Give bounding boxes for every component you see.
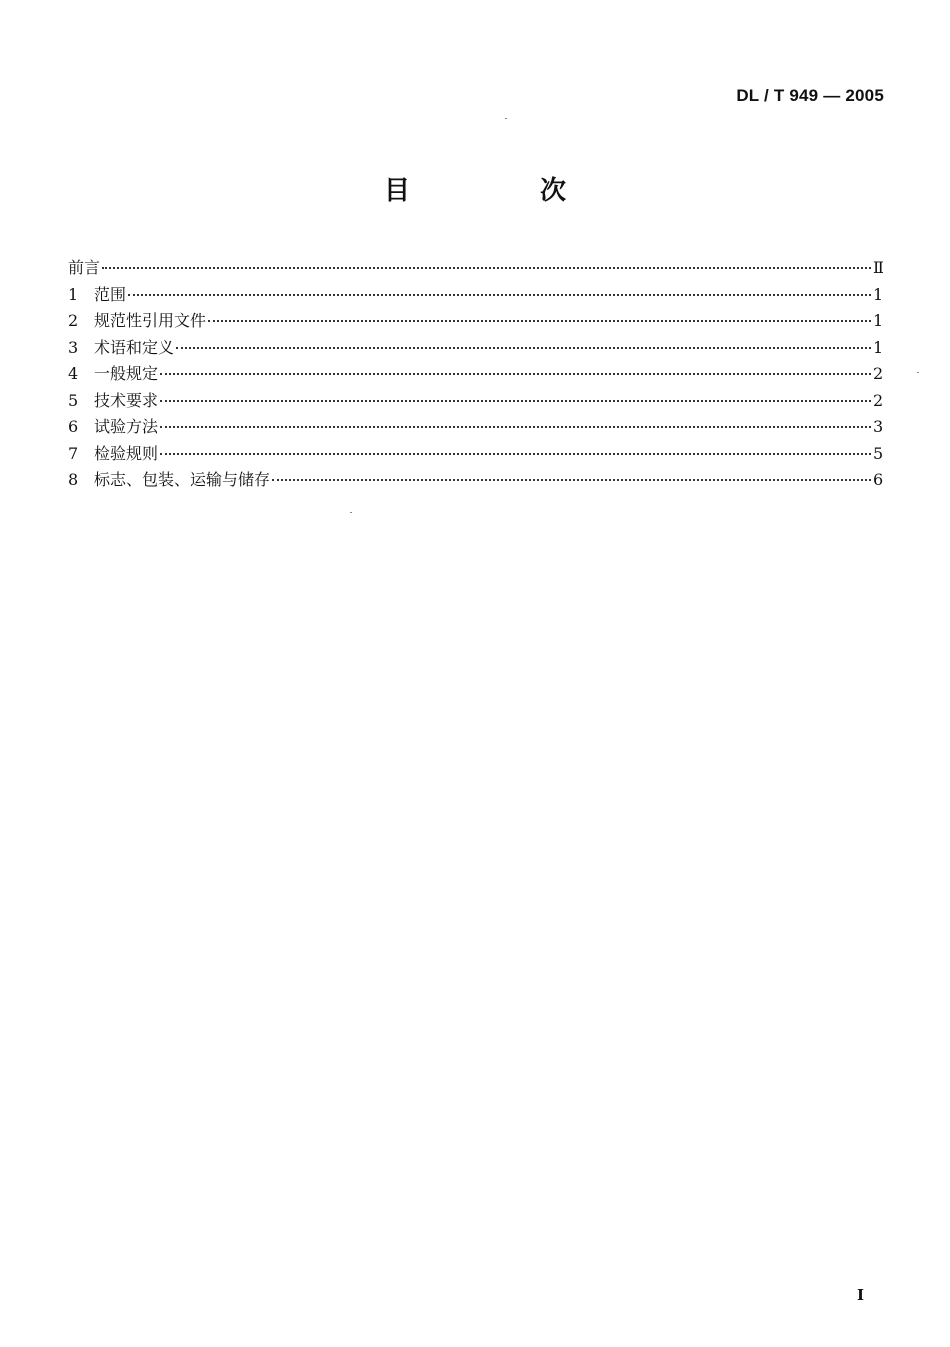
toc-entry-label: 规范性引用文件 — [94, 311, 207, 330]
toc-entry-3[interactable] — [68, 335, 883, 362]
toc-entry-number: 8 — [68, 470, 79, 489]
toc-entry-page: 2 — [873, 390, 884, 410]
toc-leader-dots — [160, 426, 871, 428]
toc-entry-page: 1 — [873, 284, 884, 304]
toc-leader-dots — [208, 320, 871, 322]
scan-speck — [350, 512, 352, 513]
toc-entry-2[interactable] — [68, 308, 883, 335]
toc-entry-label: 检验规则 — [94, 443, 159, 463]
toc-entry-number: 2 — [68, 311, 79, 330]
toc-entry-4[interactable] — [68, 361, 883, 388]
toc-entry-page: Ⅱ — [873, 258, 884, 277]
toc-entry-page: 2 — [873, 364, 884, 383]
toc-entry-number: 4 — [68, 364, 79, 383]
toc-entry-1[interactable] — [68, 282, 883, 309]
standard-code: DL / T 949 — 2005 — [736, 86, 884, 105]
scan-speck — [917, 372, 919, 373]
toc-entry-label: 技术要求 — [94, 390, 159, 410]
toc-entry-number: 1 — [68, 284, 79, 304]
scan-speck — [505, 118, 507, 119]
toc-leader-dots — [128, 294, 871, 296]
toc-entry-page: 3 — [873, 417, 884, 436]
toc-entry-label: 术语和定义 — [94, 337, 175, 357]
table-of-contents — [68, 255, 883, 494]
toc-entry-label: 一般规定 — [94, 364, 159, 383]
toc-entry-number: 7 — [68, 443, 79, 463]
page-number: I — [857, 1286, 865, 1304]
toc-entry-7[interactable] — [68, 441, 883, 468]
toc-entry-number: 3 — [68, 337, 79, 357]
toc-entry-label: 前言 — [68, 258, 101, 277]
toc-leader-dots — [160, 373, 871, 375]
toc-entry-foreword[interactable] — [68, 255, 883, 282]
toc-entry-label: 标志、包装、运输与储存 — [94, 470, 271, 489]
toc-leader-dots — [176, 347, 871, 349]
toc-entry-number: 6 — [68, 417, 79, 436]
toc-title: 目 次 — [383, 176, 618, 206]
toc-leader-dots — [160, 453, 871, 455]
toc-entry-label: 范围 — [94, 284, 127, 304]
toc-entry-label: 试验方法 — [94, 417, 159, 436]
toc-entry-5[interactable] — [68, 388, 883, 415]
toc-entry-page: 5 — [873, 443, 884, 463]
toc-entry-page: 6 — [873, 470, 884, 489]
toc-leader-dots — [102, 267, 871, 269]
toc-entry-6[interactable] — [68, 414, 883, 441]
toc-leader-dots — [160, 400, 871, 402]
toc-leader-dots — [272, 479, 871, 481]
toc-entry-page: 1 — [873, 311, 884, 330]
toc-entry-number: 5 — [68, 390, 79, 410]
toc-entry-8[interactable] — [68, 467, 883, 494]
toc-entry-page: 1 — [873, 337, 884, 357]
